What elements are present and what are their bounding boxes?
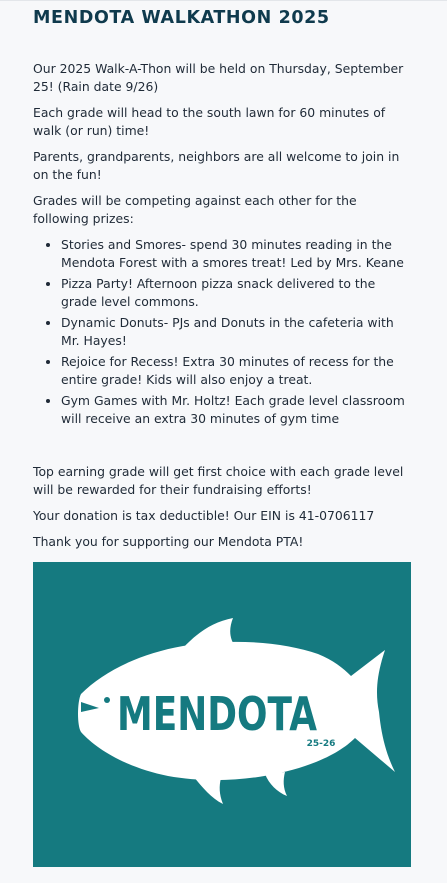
- list-item: • Gym Games with Mr. Holtz! Each grade level classroom will receive an extra 30 minutes of gym time: [61, 392, 413, 428]
- main-content: [33, 0, 413, 551]
- intro-paragraph-lawn: Each grade will head to the south lawn for 60 minutes of walk (or run) time!: [33, 105, 386, 138]
- intro-paragraph-prizes: Grades will be competing against each other for the following prizes:: [33, 193, 357, 226]
- page-title: MENDOTA WALKATHON 2025: [33, 8, 330, 28]
- outro-paragraph-thanks: Thank you for supporting our Mendota PTA!: [33, 534, 304, 549]
- dorsal-fin-shape: [183, 618, 235, 648]
- outro-paragraph-reward: Top earning grade will get first choice with each grade level will be rewarded for their fundraising efforts!: [33, 464, 404, 497]
- mendota-logo-banner: [33, 562, 411, 867]
- list-item: • Dynamic Donuts- PJs and Donuts in the cafeteria with Mr. Hayes!: [61, 314, 413, 350]
- list-item: • Pizza Party! Afternoon pizza snack delivered to the grade level commons.: [61, 275, 413, 311]
- intro-paragraph-welcome: Parents, grandparents, neighbors are all welcome to join in on the fun!: [33, 149, 400, 182]
- logo-year: 25-26: [306, 739, 336, 749]
- logo-word: MENDOTA: [117, 687, 318, 741]
- outro-paragraph-tax: Your donation is tax deductible! Our EIN is 41-0706117: [33, 508, 375, 523]
- list-item: • Stories and Smores- spend 30 minutes reading in the Mendota Forest with a smores treat! Led by Mrs. Keane: [61, 236, 413, 272]
- list-item: • Rejoice for Recess! Extra 30 minutes of recess for the entire grade! Kids will also enjoy a treat.: [61, 353, 413, 389]
- anal-fin-shape: [265, 772, 287, 796]
- prize-list: [33, 236, 413, 428]
- intro-paragraph-date: Our 2025 Walk-A-Thon will be held on Thursday, September 25! (Rain date 9/26): [33, 61, 404, 94]
- fish-eye-shape: [104, 697, 110, 703]
- fish-logo-icon: [33, 562, 411, 867]
- pelvic-fin-shape: [193, 776, 223, 804]
